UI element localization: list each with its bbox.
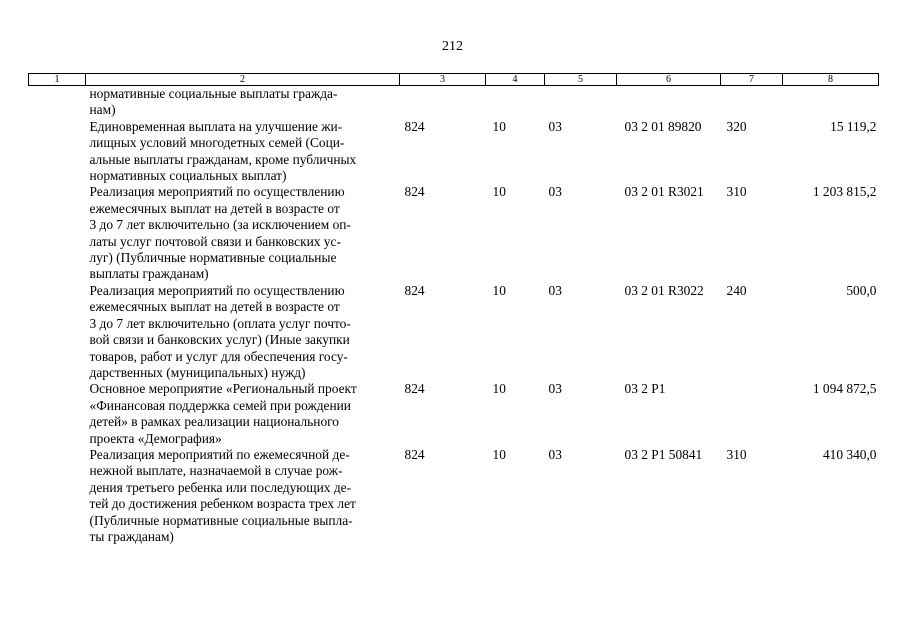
subsection-code-cell xyxy=(545,86,617,119)
target-article-cell: 03 2 01 R3022 xyxy=(624,282,704,298)
item-name-line: проекта «Демография» xyxy=(89,430,222,446)
budget-code-cell xyxy=(400,86,486,119)
item-name-line: лищных условий многодетных семей (Соци- xyxy=(89,135,345,151)
item-name-line: нормативные социальные выплаты гражда- xyxy=(89,86,338,101)
section-code-cell: 10 xyxy=(492,184,506,200)
item-name-line: дения третьего ребенка или последующих де- xyxy=(89,479,352,495)
expense-type-cell: 240 xyxy=(726,282,747,298)
item-name-line: тей до достижения ребенком возраста трех лет xyxy=(89,496,356,512)
amount-cell xyxy=(783,86,879,119)
amount-cell: 410 340,0 xyxy=(822,446,877,462)
item-name-line: детей» в рамках реализации национального xyxy=(89,414,339,430)
budget-code-cell: 824 xyxy=(404,184,425,200)
subsection-code-cell: 03 xyxy=(548,118,562,134)
column-header: 8 xyxy=(783,74,879,86)
item-name-line: Единовременная выплата на улучшение жи- xyxy=(89,118,343,134)
item-name-line: (Публичные нормативные социальные выпла- xyxy=(89,512,353,528)
item-name-cell xyxy=(86,447,400,545)
row-index-cell xyxy=(29,119,86,185)
item-name-cell xyxy=(86,184,400,282)
table-row xyxy=(29,283,879,381)
item-name-line: Реализация мероприятий по ежемесячной де- xyxy=(89,446,350,462)
item-name-line: Реализация мероприятий по осуществлению xyxy=(89,184,345,200)
section-code-cell: 10 xyxy=(492,446,506,462)
row-index-cell xyxy=(29,283,86,381)
item-name-line: нежной выплате, назначаемой в случае рож- xyxy=(89,463,343,479)
table-row xyxy=(29,184,879,282)
budget-code-cell: 824 xyxy=(404,118,425,134)
page-number: 212 xyxy=(442,39,463,54)
item-name-line: латы услуг почтовой связи и банковских ус- xyxy=(89,233,341,249)
expense-type-cell xyxy=(721,86,783,119)
column-number-row xyxy=(29,74,879,86)
row-index-cell xyxy=(29,447,86,545)
section-code-cell: 10 xyxy=(492,282,506,298)
subsection-code-cell: 03 xyxy=(548,282,562,298)
amount-cell: 1 094 872,5 xyxy=(812,381,877,397)
expense-type-cell: 310 xyxy=(726,446,747,462)
table-header xyxy=(29,74,879,86)
column-header: 3 xyxy=(400,74,486,86)
item-name-line: 3 до 7 лет включительно (за исключением оп- xyxy=(89,217,351,233)
item-name-cell xyxy=(86,283,400,381)
subsection-code-cell: 03 xyxy=(548,184,562,200)
item-name-cell xyxy=(86,119,400,185)
section-code-cell: 10 xyxy=(492,381,506,397)
amount-cell: 15 119,2 xyxy=(830,118,877,134)
target-article-cell: 03 2 P1 50841 xyxy=(624,446,703,462)
budget-code-cell: 824 xyxy=(404,446,425,462)
section-code-cell: 10 xyxy=(492,118,506,134)
item-name-line: 3 до 7 лет включительно (оплата услуг почто- xyxy=(89,315,351,331)
item-name-line: ежемесячных выплат на детей в возрасте от xyxy=(89,299,340,315)
item-name-cell xyxy=(86,381,400,447)
expense-type-cell xyxy=(721,381,783,447)
item-name-line: выплаты гражданам) xyxy=(89,266,209,282)
column-header: 2 xyxy=(86,74,400,86)
amount-cell: 1 203 815,2 xyxy=(812,184,877,200)
item-name-line: ежемесячных выплат на детей в возрасте от xyxy=(89,200,340,216)
target-article-cell: 03 2 01 89820 xyxy=(624,118,702,134)
item-name-line: ты гражданам) xyxy=(89,528,174,544)
section-code-cell xyxy=(486,86,545,119)
subsection-code-cell: 03 xyxy=(548,446,562,462)
budget-code-cell: 824 xyxy=(404,282,425,298)
column-header: 5 xyxy=(545,74,617,86)
row-index-cell xyxy=(29,381,86,447)
item-name-line: вой связи и банковских услуг) (Иные закупки xyxy=(89,332,350,348)
table-row xyxy=(29,447,879,545)
item-name-line: дарственных (муниципальных) нужд) xyxy=(89,364,306,380)
table-body xyxy=(29,86,879,546)
budget-code-cell: 824 xyxy=(404,381,425,397)
item-name-line: товаров, работ и услуг для обеспечения госу- xyxy=(89,348,348,364)
row-index-cell xyxy=(29,86,86,119)
item-name-line: луг) (Публичные нормативные социальные xyxy=(89,250,337,266)
item-name-cell xyxy=(86,86,400,119)
item-name-line: нормативных социальных выплат) xyxy=(89,168,287,184)
column-header: 4 xyxy=(486,74,545,86)
item-name-line: «Финансовая поддержка семей при рождении xyxy=(89,397,351,413)
item-name-line: альные выплаты гражданам, кроме публичных xyxy=(89,151,357,167)
budget-table xyxy=(28,73,879,545)
table-row xyxy=(29,381,879,447)
target-article-cell: 03 2 P1 xyxy=(624,381,666,397)
item-name-line: Реализация мероприятий по осуществлению xyxy=(89,282,345,298)
item-name-line: нам) xyxy=(89,102,116,118)
amount-cell: 500,0 xyxy=(846,282,877,298)
table-row xyxy=(29,86,879,119)
target-article-cell xyxy=(617,86,721,119)
column-header: 7 xyxy=(721,74,783,86)
expense-type-cell: 310 xyxy=(726,184,747,200)
subsection-code-cell: 03 xyxy=(548,381,562,397)
expense-type-cell: 320 xyxy=(726,118,747,134)
column-header: 1 xyxy=(29,74,86,86)
target-article-cell: 03 2 01 R3021 xyxy=(624,184,704,200)
item-name-line: Основное мероприятие «Региональный проект xyxy=(89,381,357,397)
column-header: 6 xyxy=(617,74,721,86)
row-index-cell xyxy=(29,184,86,282)
table-row xyxy=(29,119,879,185)
